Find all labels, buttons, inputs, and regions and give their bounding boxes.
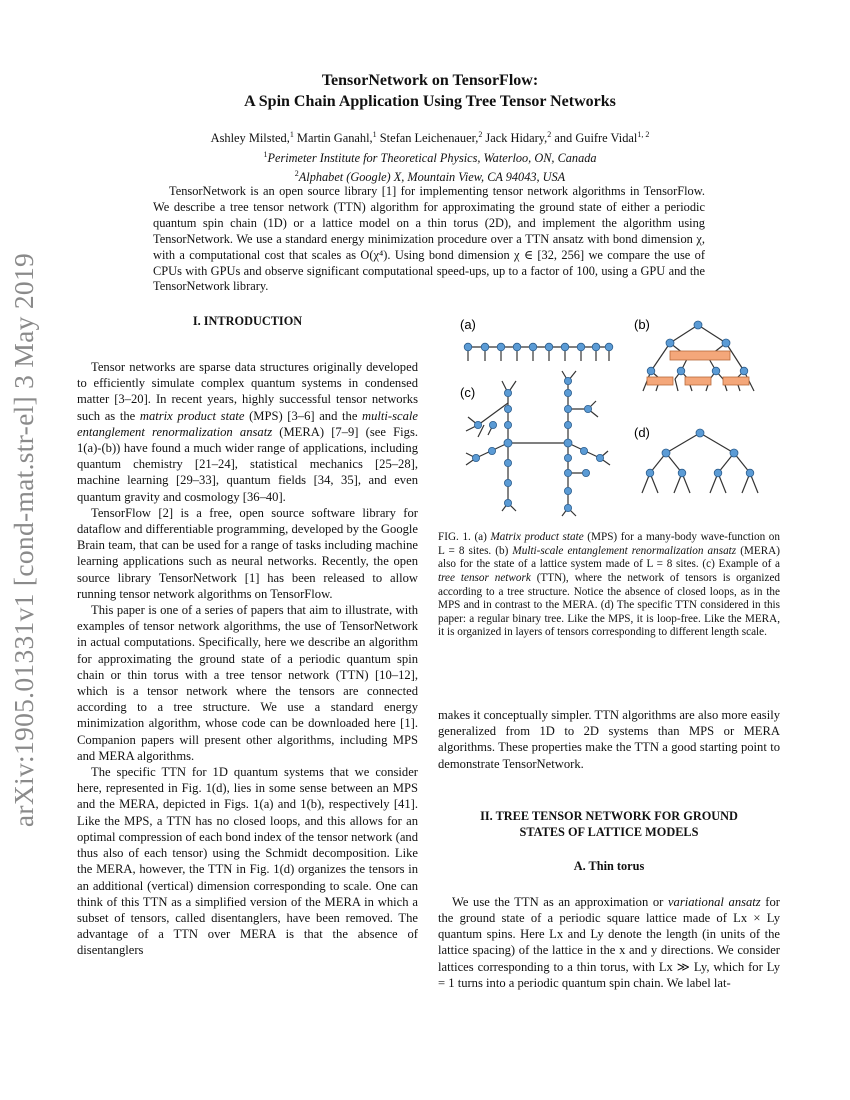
caption-emphasis: tree tensor network (438, 571, 531, 584)
tree-tensor-network-diagram (466, 371, 610, 516)
arxiv-identifier-stamp (4, 252, 44, 828)
text-run: (MERA) [7–9] (see Figs. 1(a)-(b)) have found a much wider range of applications, including quantum chemistry [21–24], statistical mechanics [25–28], machine learning [29–33], quantum fields [34, 35], and even quantum gravity and cosmology [36–40]. (77, 424, 418, 504)
thin-torus-paragraph (438, 894, 780, 991)
figure-1 (438, 313, 780, 640)
mera-diagram (643, 321, 754, 391)
text-run: (MPS) [3–6] and the (244, 408, 363, 423)
author-affiliation-mark: 2 (547, 130, 552, 139)
affiliation-text: Alphabet (Google) X, Mountain View, CA 94043, USA (298, 170, 566, 185)
caption-text: FIG. 1. (a) (438, 531, 491, 544)
emphasis-variational-ansatz: variational ansatz (667, 894, 761, 909)
affiliation-text: Perimeter Institute for Theoretical Physics, Waterloo, ON, Canada (267, 151, 597, 166)
caption-text: (TTN), where the network of tensors is organized according to a tree structure. Notice the absence of closed loops, as in the MPS and in contrast to the MERA. (d) The specific TTN considered in this paper: a regular binary tree. Like the MPS, it is loop-free. Like the MERA, it is organized in layers of tensors corresponding to different length scale. (438, 571, 781, 639)
left-column (77, 313, 418, 959)
text-run: for the ground state of a periodic square lattice made of Lx × Ly quantum spins. Here Lx and Ly denote the length (in units of the lattice spacing) of the lattice in the x and y directions. We consider lattices corresponding to a thin torus, with Lx ≫ Ly, which for Ly = 1 turns into a periodic quantum spin chain. We label lat- (438, 894, 780, 990)
title-line-2: A Spin Chain Application Using Tree Tensor Networks (244, 93, 616, 110)
intro-paragraph-1 (77, 359, 418, 505)
emphasis-mera: multi-scale entanglement renormalization ansatz (77, 408, 418, 439)
author-affiliation-mark: 1 (289, 130, 294, 139)
caption-text: (MERA) also for the state of a lattice system made of L = 8 sites. (c) Example of a (438, 544, 780, 571)
figure-1-caption (438, 531, 780, 640)
title-line-1: TensorNetwork on TensorFlow: (321, 72, 539, 89)
subsection-heading-thin-torus: A. Thin torus (573, 858, 645, 873)
author-affiliation-mark: 1 (372, 130, 377, 139)
author-list (140, 126, 720, 147)
section-heading-introduction: I. INTRODUCTION (192, 314, 303, 328)
panel-label-c: (c) (460, 385, 476, 400)
text-run: Tensor networks are sparse data structures originally developed to efficiently simulate complex quantum systems in condensed matter [3–20]. In recent years, highly successful tensor networks such as the (77, 360, 418, 423)
caption-emphasis: Multi-scale entanglement renormalization ansatz (512, 544, 737, 557)
caption-text: (MPS) for a many-body wave-function on L = 8 sites. (b) (438, 531, 780, 557)
affiliation-2 (140, 166, 720, 185)
paper-title (140, 70, 720, 112)
binary-tree-diagram (642, 429, 758, 493)
caption-emphasis: Matrix product state (490, 531, 584, 544)
text-run: We use the TTN as an approximation or (452, 894, 668, 909)
intro-paragraph-2: TensorFlow [2] is a free, open source software library for dataflow and differentiable programming, developed by the Google Brain team, that can be used for a range of tasks including machine learning applications such as neural networks. Recently, the open source library TensorNetwork [1] has been released to allow running tensor network algorithms on TensorFlow. (77, 505, 418, 601)
abstract: TensorNetwork is an open source library [1] for implementing tensor network algorithms in TensorFlow. We describe a tree tensor network (TTN) algorithm for approximating the ground state of either a periodic quantum spin chain (1D) or a lattice model on a thin torus (2D), and implement the algorithm using TensorNetwork. We use a standard energy minimization procedure over a TTN ansatz with bond dimension χ, with a computational cost that scales as O(χ⁴). Using bond dimension χ ∈ [32, 256] we compare the use of CPUs with GPUs and observe significant computational speed-ups, up to a factor of 100, using a GPU and the TensorNetwork library. (153, 184, 705, 294)
section-heading-line-2: STATES OF LATTICE MODELS (519, 824, 699, 839)
author-affiliation-mark: 1, 2 (637, 130, 650, 139)
panel-label-d: (d) (634, 425, 650, 440)
figure-1-diagram (438, 313, 780, 523)
author-affiliation-mark: 2 (478, 130, 483, 139)
intro-paragraph-3: This paper is one of a series of papers that aim to illustrate, with examples of tensor network algorithms, the use of TensorNetwork in actual computations. Specifically, here we describe an algorithm for approximating the ground state of a periodic quantum spin chain or thin torus with a tree tensor network (TTN) [10–12], which is a tensor network where the tensors are connected according to a tree structure. We use a standard energy minimization algorithm, whose code can be downloaded here [1]. Companion papers will present other algorithms, including MPS and MERA algorithms. (77, 603, 418, 763)
panel-label-b: (b) (634, 317, 650, 332)
right-column-text (438, 707, 780, 991)
author-name: Stefan Leichenauer, (379, 131, 479, 146)
mps-diagram (464, 343, 613, 361)
section-heading-line-1: II. TREE TENSOR NETWORK FOR GROUND (480, 808, 738, 823)
author-name: Ashley Milsted, (210, 131, 290, 146)
emphasis-mps: matrix product state (139, 408, 245, 423)
author-name: Martin Ganahl, (296, 131, 373, 146)
paper-header (140, 70, 720, 185)
author-name: and Guifre Vidal (554, 131, 638, 146)
panel-label-a: (a) (460, 317, 476, 332)
intro-paragraph-continued: makes it conceptually simpler. TTN algorithms are also more easily generalized from 1D to 2D systems than MPS or MERA algorithms. These properties make the TTN a good starting point to demonstrate TensorNetwork. (438, 708, 780, 771)
author-name: Jack Hidary, (485, 131, 548, 146)
affiliation-number: 1 (263, 150, 268, 160)
affiliation-number: 2 (294, 169, 299, 179)
affiliation-1 (140, 147, 720, 166)
intro-paragraph-4: The specific TTN for 1D quantum systems that we consider here, represented in Fig. 1(d), lies in some sense between an MPS and the MERA, depicted in Figs. 1(a) and 1(b), respectively [41]. Like the MPS, a TTN has no closed loops, and this allows for an optimal compression of each bond index of the tensor network (and thus also of each tensor) using the Schmidt decomposition. Like the MERA, however, the TTN in Fig. 1(d) organizes the tensors in an additional (vertical) dimension corresponding to scale. One can think of this TTN as a simplified version of the MERA in which a subset of tensors, called disentanglers, have been removed. The advantage of a TTN over MERA is that the absence of disentanglers (77, 765, 418, 958)
section-heading-ttn (438, 808, 780, 840)
arxiv-identifier-text: arXiv:1905.01331v1 [cond-mat.str-el] 3 May 2019 (8, 252, 40, 828)
